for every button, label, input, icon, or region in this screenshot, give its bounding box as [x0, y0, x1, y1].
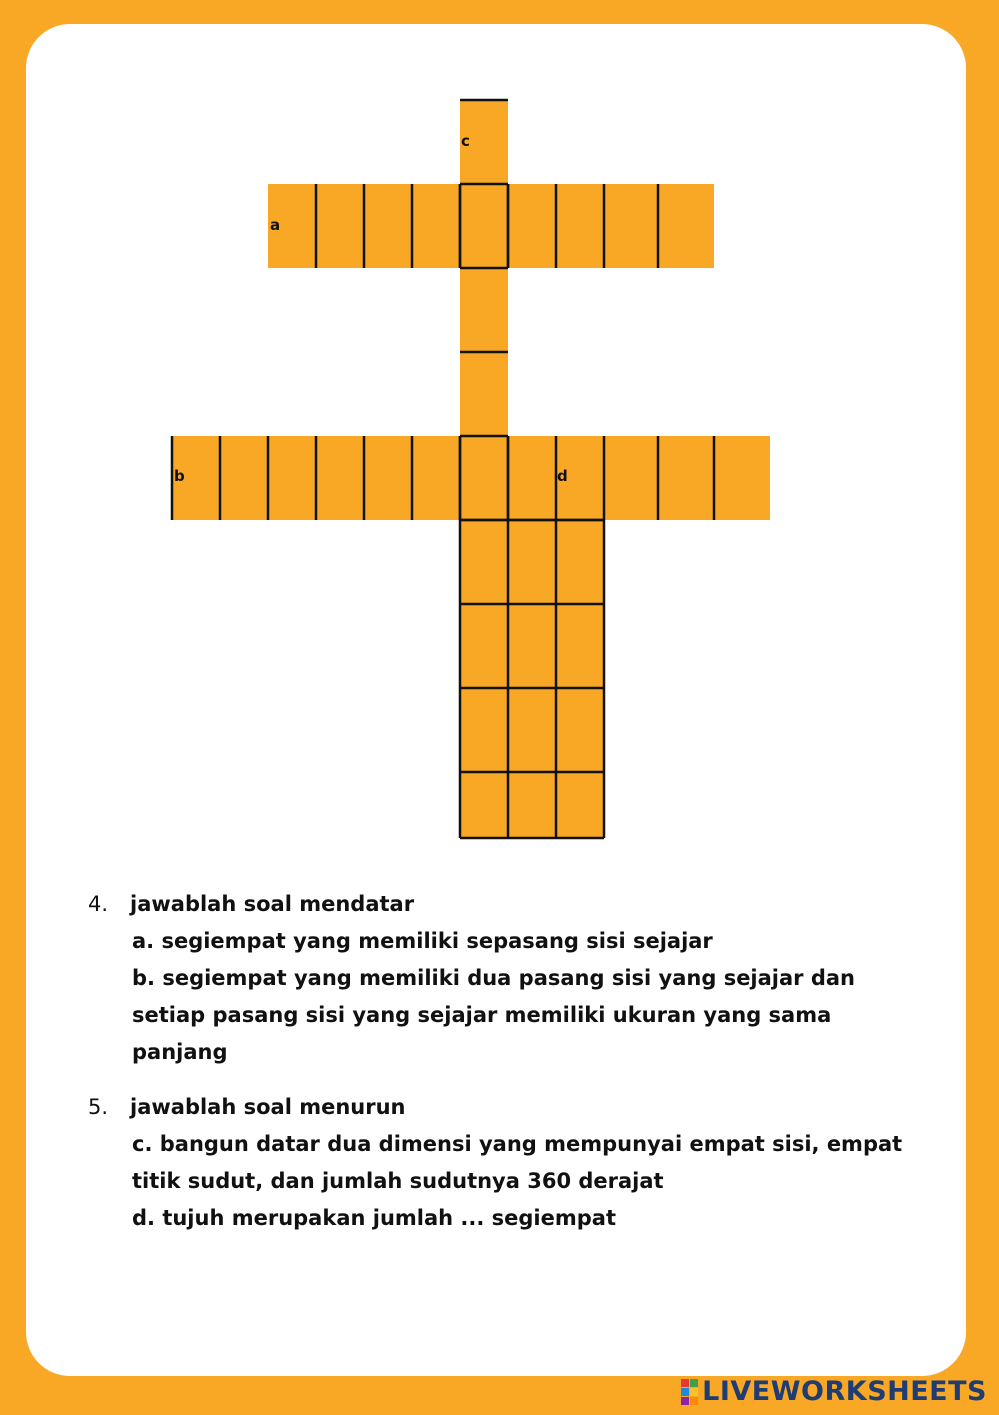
cell-lower-2-1[interactable] — [508, 688, 556, 772]
crossword-cells — [172, 100, 770, 838]
cell-b-8[interactable] — [508, 436, 556, 520]
cell-a-9[interactable] — [658, 184, 714, 268]
cell-b-7[interactable] — [460, 436, 508, 520]
brand-name: LIVEWORKSHEETS — [702, 1376, 987, 1407]
cell-b-5[interactable] — [364, 436, 412, 520]
cell-lower-0-1[interactable] — [508, 520, 556, 604]
clue-line: c. bangun datar dua dimensi yang mempunyai empat sisi, empat — [132, 1132, 903, 1156]
cell-b-6[interactable] — [412, 436, 460, 520]
logo-square — [681, 1379, 689, 1387]
cell-lower-1-2[interactable] — [556, 604, 604, 688]
clue-label-b: b — [174, 467, 185, 485]
cell-a-4[interactable] — [412, 184, 460, 268]
logo-square — [690, 1388, 698, 1396]
cell-lower-2-0[interactable] — [460, 688, 508, 772]
cell-a-6[interactable] — [508, 184, 556, 268]
liveworksheets-logo — [681, 1376, 987, 1407]
logo-square — [690, 1397, 698, 1405]
cell-lower-3-2[interactable] — [556, 772, 604, 838]
cell-lower-1-0[interactable] — [460, 604, 508, 688]
clue-label-a: a — [270, 216, 281, 234]
cell-a-3[interactable] — [364, 184, 412, 268]
cell-c-3[interactable] — [460, 268, 508, 352]
clue-line: titik sudut, dan jumlah sudutnya 360 derajat — [132, 1169, 664, 1193]
cell-c-4[interactable] — [460, 352, 508, 436]
cell-b-10[interactable] — [604, 436, 658, 520]
questions — [88, 886, 948, 1255]
cell-lower-0-2[interactable] — [556, 520, 604, 604]
logo-square — [690, 1379, 698, 1387]
cell-a-2[interactable] — [316, 184, 364, 268]
clue-line: a. segiempat yang memiliki sepasang sisi sejajar — [132, 929, 713, 953]
question-number: 4. — [88, 892, 109, 916]
cell-lower-3-0[interactable] — [460, 772, 508, 838]
cell-lower-0-0[interactable] — [460, 520, 508, 604]
cell-a-7[interactable] — [556, 184, 604, 268]
cell-b-11[interactable] — [658, 436, 714, 520]
logo-square — [681, 1397, 689, 1405]
logo-square — [681, 1388, 689, 1396]
cell-b-12[interactable] — [714, 436, 770, 520]
clue-line: d. tujuh merupakan jumlah ... segiempat — [132, 1206, 616, 1230]
cell-a-8[interactable] — [604, 184, 658, 268]
clue-label-d: d — [557, 467, 568, 485]
cell-b-3[interactable] — [268, 436, 316, 520]
question-title: jawablah soal menurun — [130, 1095, 406, 1119]
liveworksheets-icon — [681, 1379, 698, 1405]
question-number: 5. — [88, 1095, 109, 1119]
cell-lower-1-1[interactable] — [508, 604, 556, 688]
question-title: jawablah soal mendatar — [130, 892, 415, 916]
clue-label-c: c — [461, 132, 470, 150]
question-5 — [88, 1089, 948, 1237]
question-4 — [88, 886, 948, 1071]
clue-line: setiap pasang sisi yang sejajar memiliki ukuran yang sama — [132, 1003, 832, 1027]
cell-b-2[interactable] — [220, 436, 268, 520]
cell-b-4[interactable] — [316, 436, 364, 520]
cell-a-5[interactable] — [460, 184, 508, 268]
clue-line: panjang — [132, 1040, 228, 1064]
clue-line: b. segiempat yang memiliki dua pasang sisi yang sejajar dan — [132, 966, 855, 990]
cell-lower-2-2[interactable] — [556, 688, 604, 772]
cell-lower-3-1[interactable] — [508, 772, 556, 838]
